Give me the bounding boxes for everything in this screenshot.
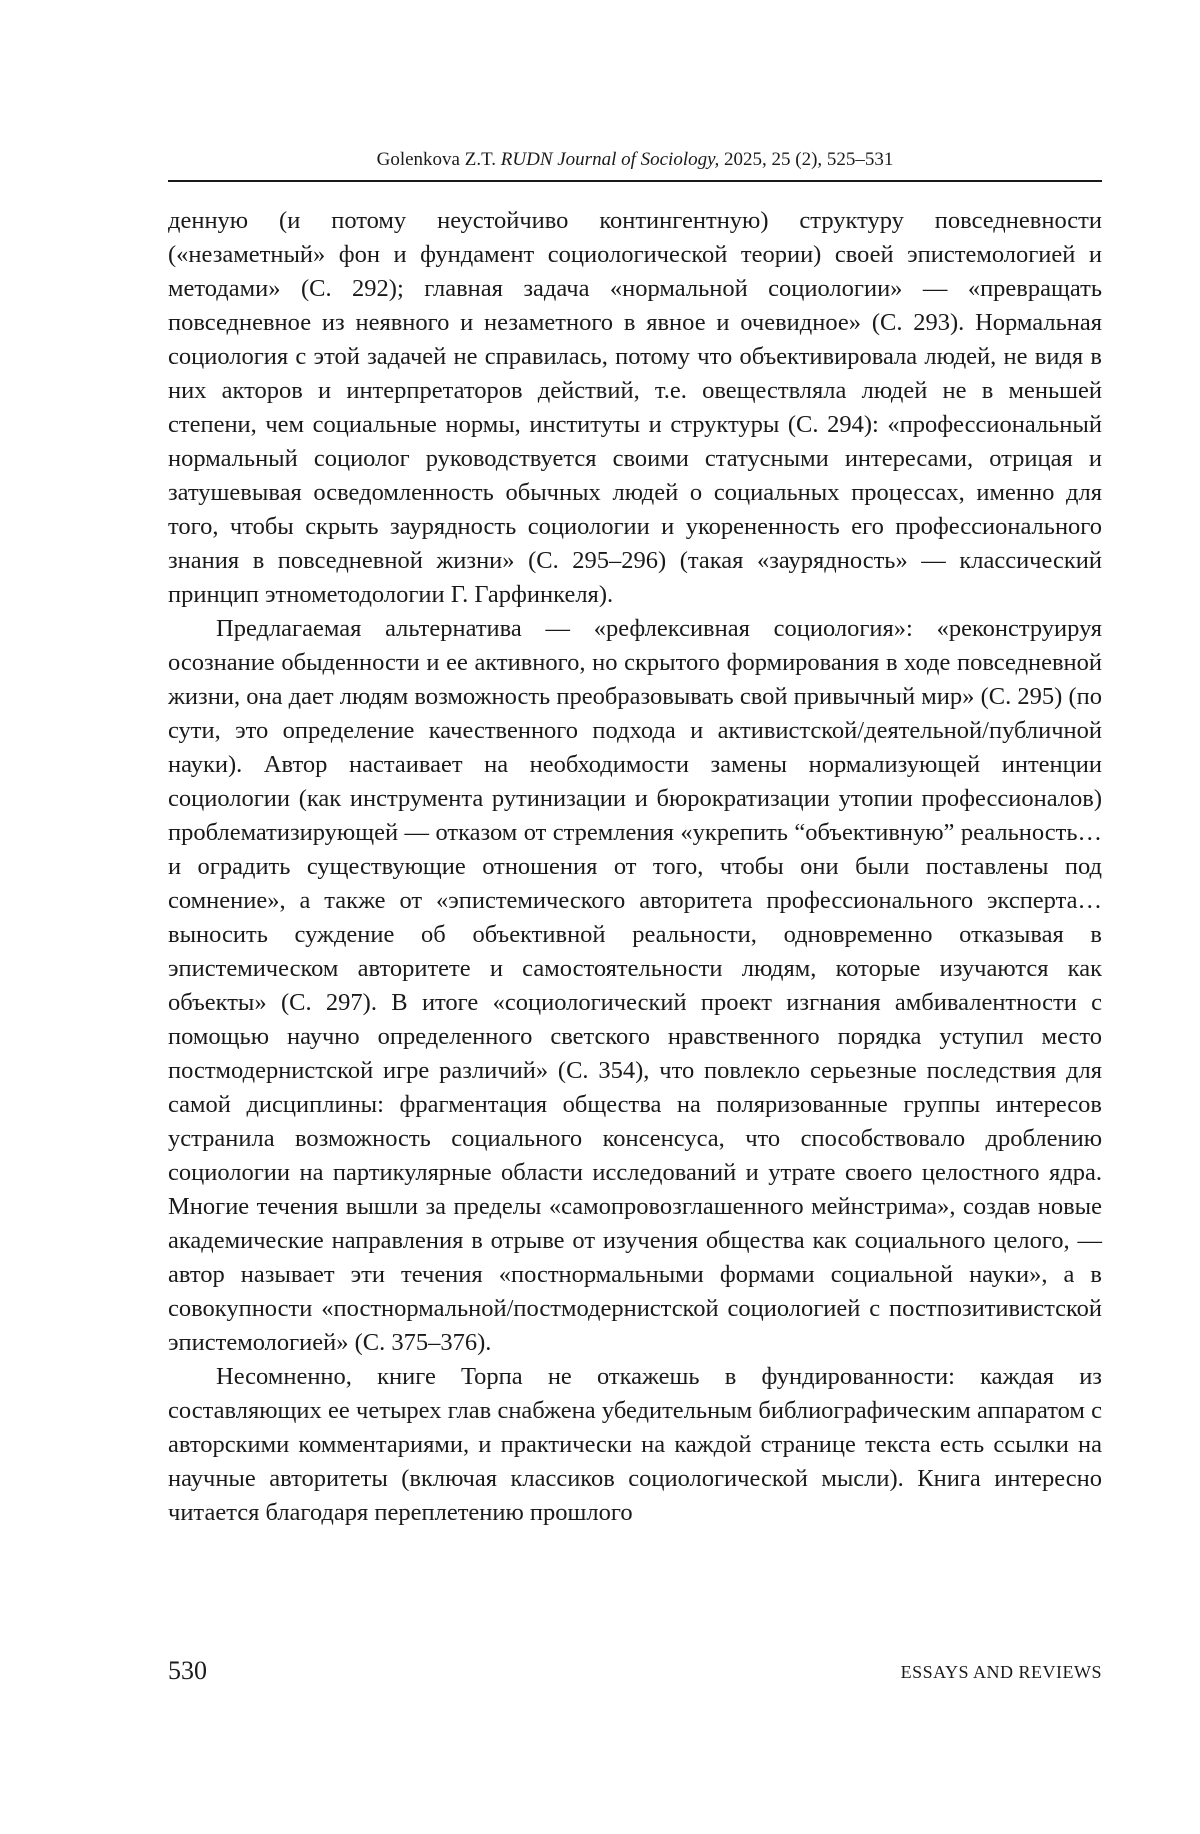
paragraph-continued: денную (и потому неустойчиво контингентную) структуру повседневности («незаметный» фон и фундамент социологической теории) своей эпистемологией и методами» (С. 292); главная задача «нормальной социологии» — «превращать повседневное из неявного и незаметного в явное и очевидное» (С. 293). Нормальная социология с этой задачей не справилась, потому что объективировала людей, не видя в них акторов и интерпретаторов действий, т.е. овеществляла людей не в меньшей степени, чем социальные нормы, институты и структуры (С. 294): «профессиональный нормальный социолог руководствуется своими статусными интересами, отрицая и затушевывая осведомленность обычных людей о социальных процессах, именно для того, чтобы скрыть заурядность социологии и укорененность его профессионального знания в повседневной жизни» (С. 295–296) (такая «заурядность» — классический принцип этнометодологии Г. Гарфинкеля). bbox=[168, 204, 1102, 612]
section-label: ESSAYS AND REVIEWS bbox=[901, 1660, 1102, 1684]
page-footer bbox=[168, 1656, 1102, 1686]
article-body bbox=[168, 204, 1102, 1530]
header-divider bbox=[168, 180, 1102, 182]
paragraph: Несомненно, книге Торпа не откажешь в фундированности: каждая из составляющих ее четырех глав снабжена убедительным библиографическим аппаратом с авторскими комментариями, и практически на каждой странице текста есть ссылки на научные авторитеты (включая классиков социологической мысли). Книга интересно читается благодаря переплетению прошлого bbox=[168, 1360, 1102, 1530]
journal-page bbox=[168, 0, 1102, 1834]
running-head-author: Golenkova Z.T. bbox=[377, 149, 501, 170]
paragraph: Предлагаемая альтернатива — «рефлексивная социология»: «реконструируя осознание обыденности и ее активного, но скрытого формирования в ходе повседневной жизни, она дает людям возможность преобразовывать свой привычный мир» (С. 295) (по сути, это определение качественного подхода и активистской/деятельной/публичной науки). Автор настаивает на необходимости замены нормализующей интенции социологии (как инструмента рутинизации и бюрократизации утопии профессионалов) проблематизирующей — отказом от стремления «укрепить “объективную” реальность… и оградить существующие отношения от того, чтобы они были поставлены под сомнение», а также от «эпистемического авторитета профессионального эксперта… выносить суждение об объективной реальности, одновременно отказывая в эпистемическом авторитете и самостоятельности людям, которые изучаются как объекты» (С. 297). В итоге «социологический проект изгнания амбивалентности с помощью научно определенного светского нравственного порядка уступил место постмодернистской игре различий» (С. 354), что повлекло серьезные последствия для самой дисциплины: фрагментация общества на поляризованные группы интересов устранила возможность социального консенсуса, что способствовало дроблению социологии на партикулярные области исследований и утрате своего целостного ядра. Многие течения вышли за пределы «самопровозглашенного мейнстрима», создав новые академические направления в отрыве от изучения общества как социального целого, — автор называет эти течения «постнормальными формами социальной науки», а в совокупности «постнормальной/постмодернистской социологией с постпозитивистской эпистемологией» (С. 375–376). bbox=[168, 612, 1102, 1360]
page-number: 530 bbox=[168, 1656, 207, 1686]
running-head bbox=[168, 148, 1102, 172]
running-head-issue: 2025, 25 (2), 525–531 bbox=[719, 149, 893, 170]
running-head-journal: RUDN Journal of Sociology, bbox=[501, 149, 719, 170]
